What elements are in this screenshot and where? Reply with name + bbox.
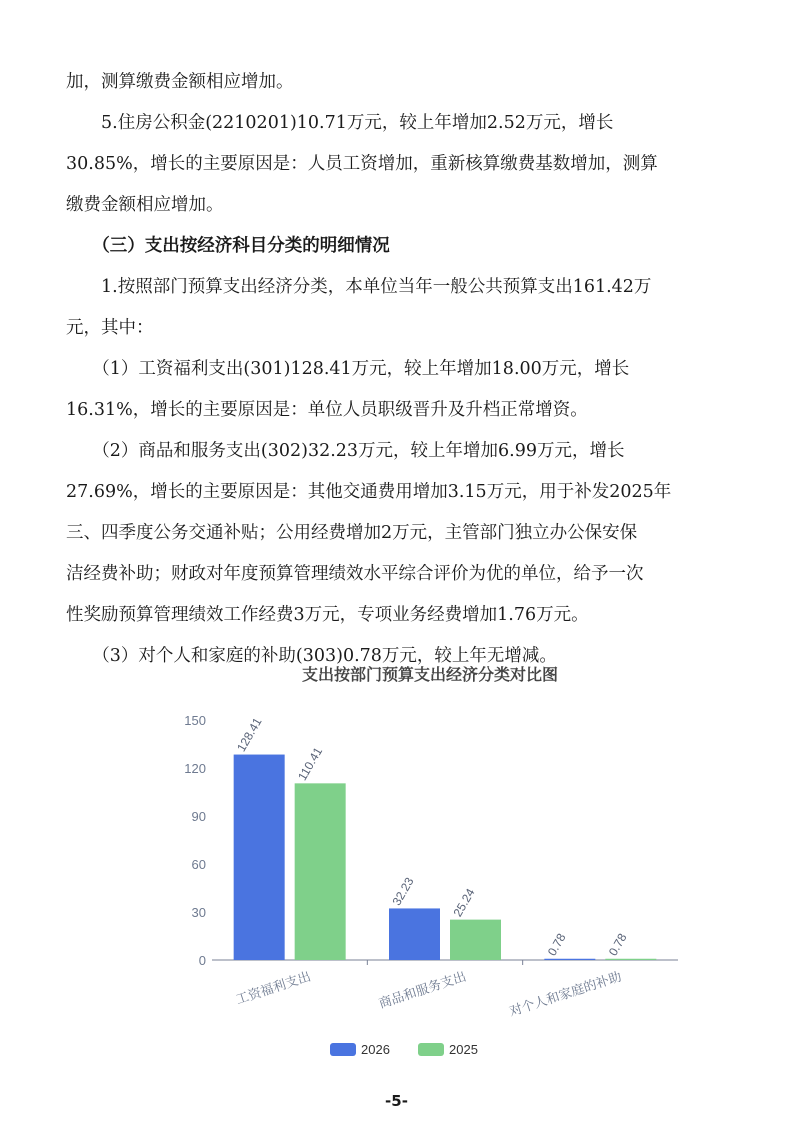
data-label: 25.24 <box>450 886 478 920</box>
y-tick-label: 120 <box>184 761 206 776</box>
legend-swatch-2026 <box>330 1043 356 1056</box>
data-label: 128.41 <box>234 715 265 755</box>
text-line: 性奖励预算管理绩效工作经费3万元，专项业务经费增加1.76万元。 <box>66 605 589 625</box>
text-line: 16.31%，增长的主要原因是：单位人员职级晋升及升档正常增资。 <box>66 400 588 420</box>
y-tick-label: 30 <box>191 905 206 920</box>
text-line: 洁经费补助；财政对年度预算管理绩效水平综合评价为优的单位，给予一次 <box>66 564 644 584</box>
text-line: 27.69%，增长的主要原因是：其他交通费用增加3.15万元，用于补发2025年 <box>66 482 672 502</box>
chart-title: 支出按部门预算支出经济分类对比图 <box>301 667 559 684</box>
paragraph-housing-fund <box>66 103 730 226</box>
bar-2026 <box>234 755 285 960</box>
bar-2026 <box>389 908 440 960</box>
data-label: 0.78 <box>605 931 630 959</box>
x-tick-label: 商品和服务支出 <box>376 968 468 1011</box>
bar-2025 <box>450 920 501 960</box>
y-tick-label: 90 <box>191 809 206 824</box>
text-line: （3）对个人和家庭的补助(303)0.78万元，较上年无增减。 <box>66 646 557 666</box>
text-line: 1.按照部门预算支出经济分类，本单位当年一般公共预算支出161.42万 <box>66 277 652 297</box>
x-tick-label: 对个人和家庭的补助 <box>507 968 624 1020</box>
text-line: 三、四季度公务交通补贴；公用经费增加2万元，主管部门独立办公保安保 <box>66 523 638 543</box>
text-line: 加，测算缴费金额相应增加。 <box>66 72 294 92</box>
x-tick-label: 工资福利支出 <box>233 968 313 1007</box>
paragraph-total-expenditure <box>66 267 730 349</box>
text-line: 缴费金额相应增加。 <box>66 195 224 215</box>
bar-2025 <box>605 959 656 960</box>
text-line: （1）工资福利支出(301)128.41万元，较上年增加18.00万元，增长 <box>66 359 630 379</box>
data-label: 32.23 <box>389 874 417 908</box>
y-tick-label: 0 <box>198 953 206 968</box>
data-label: 0.78 <box>544 931 569 959</box>
paragraph-goods-services <box>66 431 730 636</box>
y-tick-label: 150 <box>184 713 206 728</box>
bar-2026 <box>544 959 595 960</box>
text-line: 元，其中： <box>66 318 154 338</box>
y-tick-label: 60 <box>191 857 206 872</box>
paragraph-wages <box>66 349 730 431</box>
legend-label: 2026 <box>361 1042 390 1057</box>
section-heading <box>66 226 730 267</box>
bar-2025 <box>295 783 346 960</box>
legend-label: 2025 <box>449 1042 478 1057</box>
text-line: （三）支出按经济科目分类的明细情况 <box>66 236 390 256</box>
page-number: -5- <box>385 1092 408 1110</box>
text-line: 30.85%，增长的主要原因是：人员工资增加，重新核算缴费基数增加，测算 <box>66 154 658 174</box>
legend-swatch-2025 <box>418 1043 444 1056</box>
text-line: 5.住房公积金(2210201)10.71万元，较上年增加2.52万元，增长 <box>66 113 614 133</box>
paragraph-continuation <box>66 62 730 103</box>
text-line: （2）商品和服务支出(302)32.23万元，较上年增加6.99万元，增长 <box>66 441 625 461</box>
bar-chart <box>150 650 710 1070</box>
data-label: 110.41 <box>295 744 326 783</box>
